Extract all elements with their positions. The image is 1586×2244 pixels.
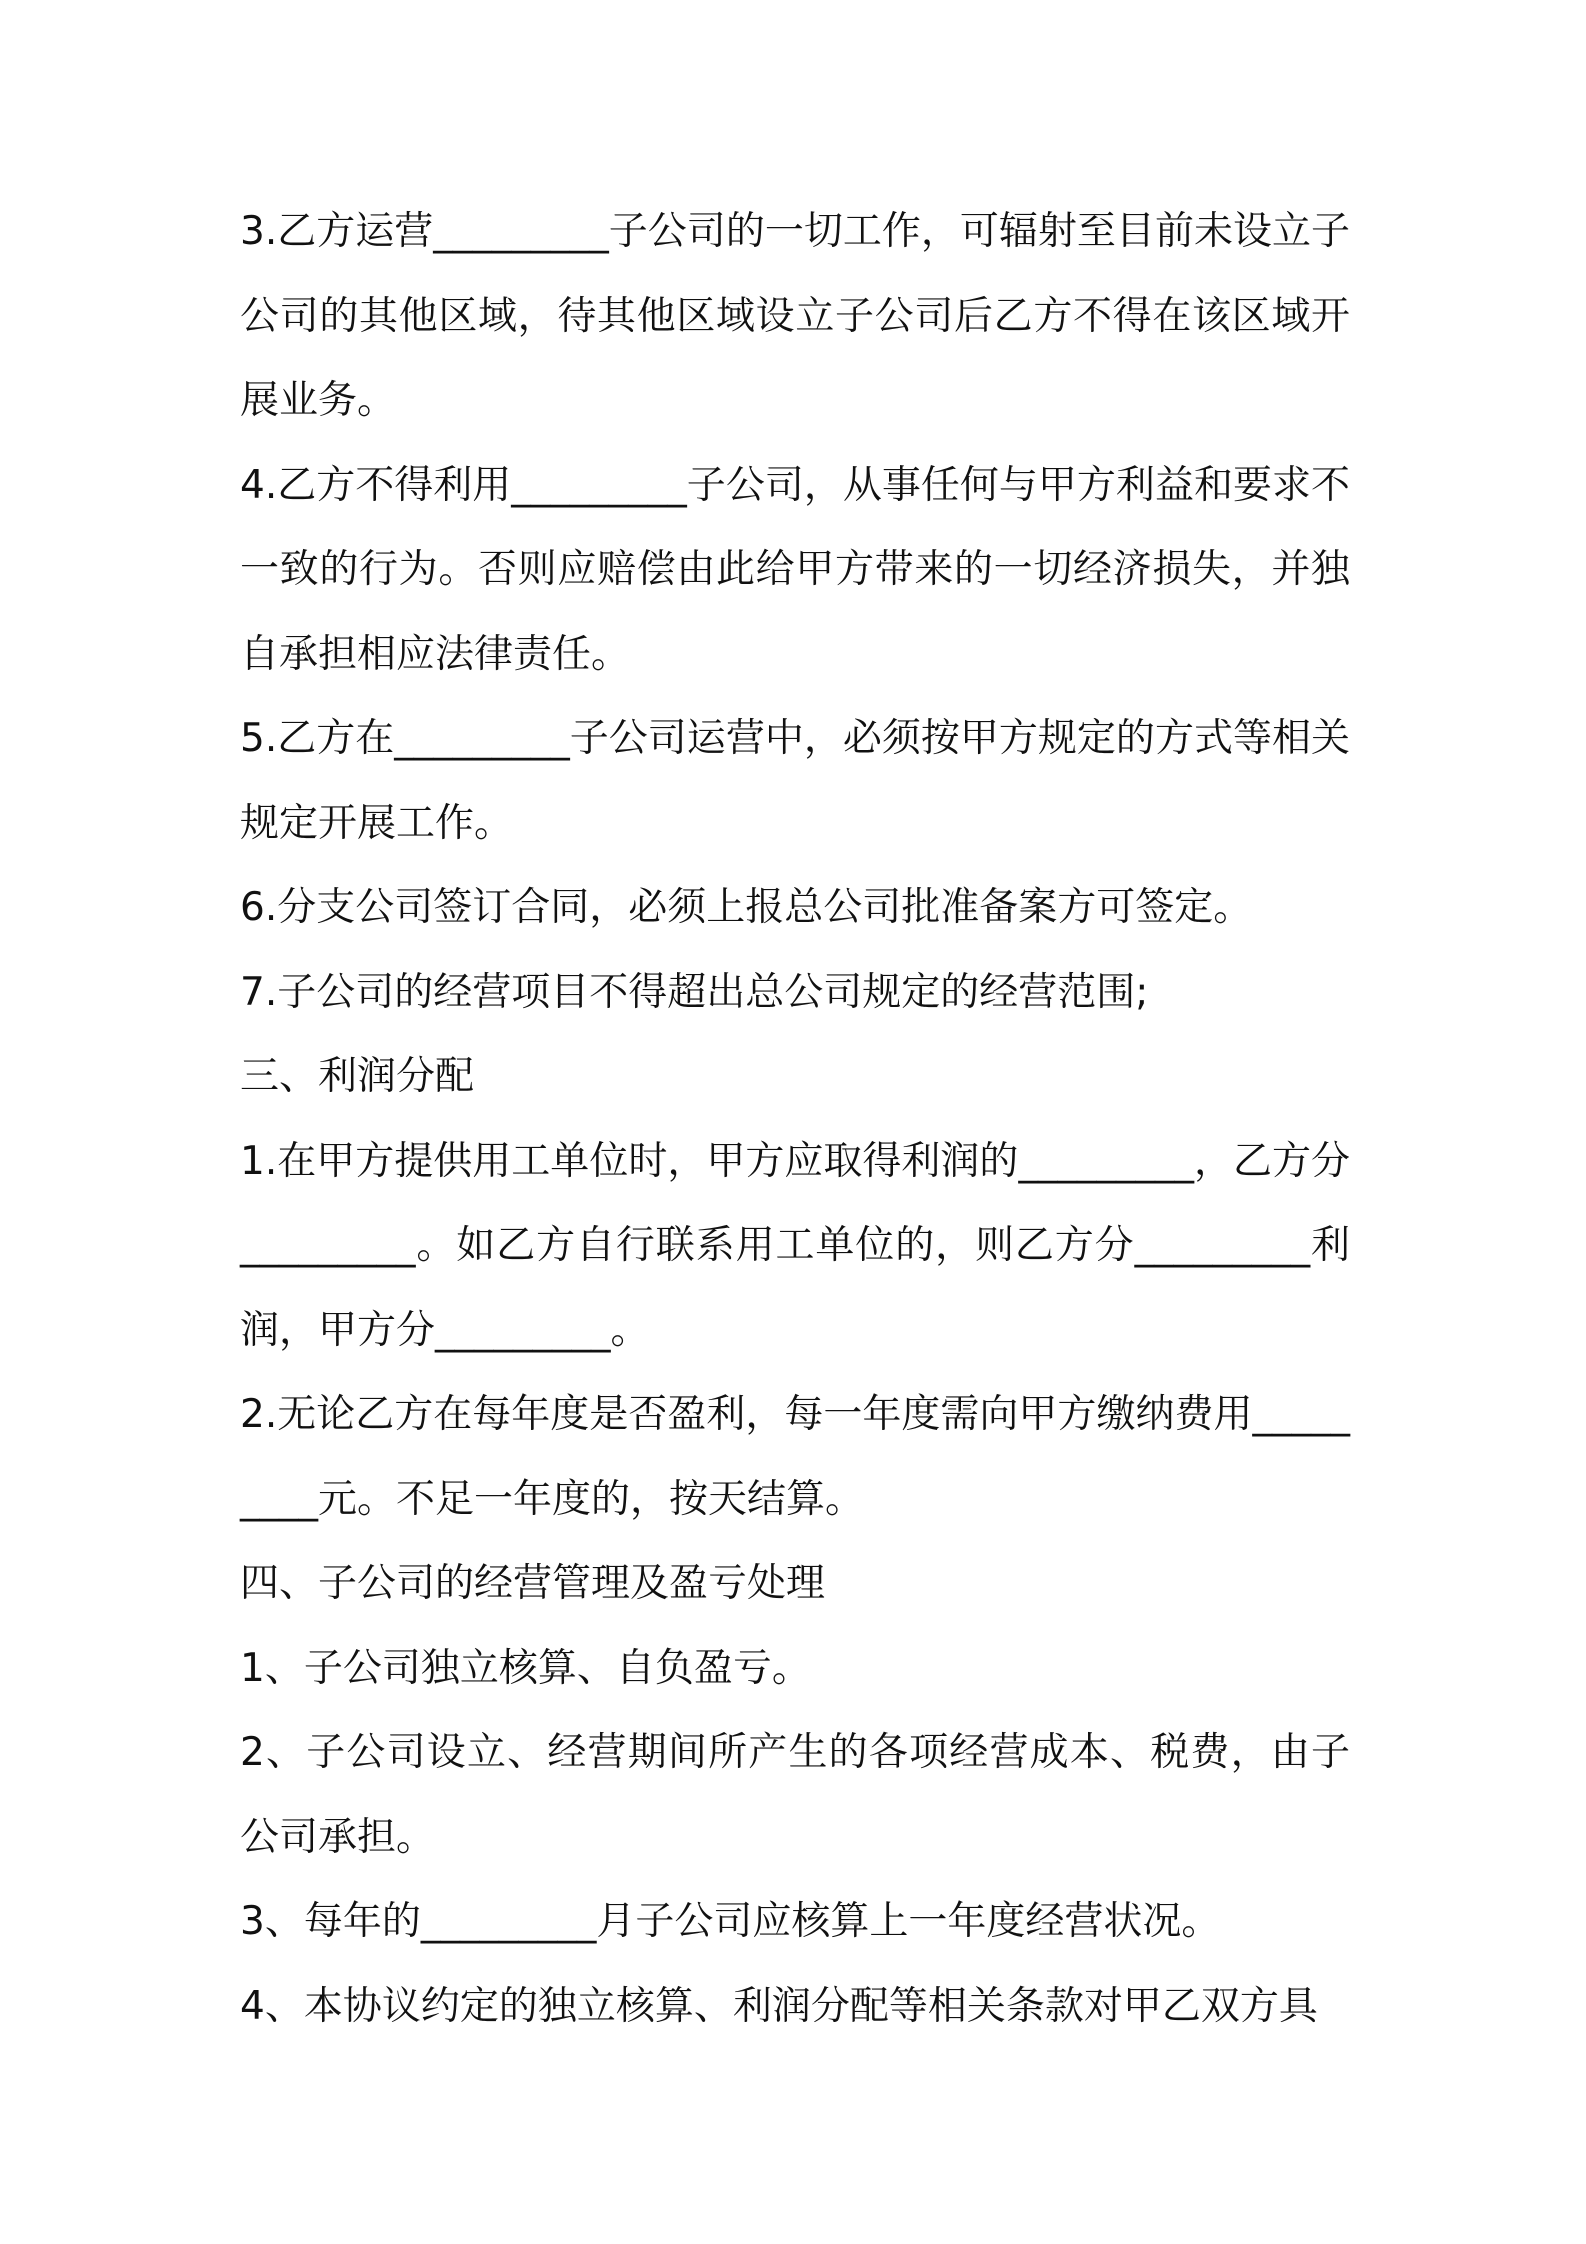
clause-4-2: 2、子公司设立、经营期间所产生的各项经营成本、税费，由子公司承担。 (240, 1730, 1350, 1860)
clause-2-7: 7.子公司的经营项目不得超出总公司规定的经营范围; (240, 969, 1149, 1015)
section-heading-management: 四、子公司的经营管理及盈亏处理 (240, 1561, 826, 1606)
clause-4-4: 4、本协议约定的独立核算、利润分配等相关条款对甲乙双方具 (240, 1983, 1318, 2029)
clause-2-5: 5.乙方在_________子公司运营中，必须按甲方规定的方式等相关规定开展工作。 (240, 716, 1350, 846)
clause-4-1: 1、子公司独立核算、自负盈亏。 (240, 1645, 811, 1691)
section-heading-profit: 三、利润分配 (240, 1054, 475, 1099)
clause-3-1: 1.在甲方提供用工单位时，甲方应取得利润的_________，乙方分_________。如乙方自行联系用工单位的，则乙方分_________利润，甲方分_________。 (240, 1138, 1350, 1353)
clause-2-4: 4.乙方不得利用_________子公司，从事任何与甲方利益和要求不一致的行为。否则应赔偿由此给甲方带来的一切经济损失，并独自承担相应法律责任。 (240, 462, 1350, 677)
clause-3-2: 2.无论乙方在每年度是否盈利，每一年度需向甲方缴纳费用_________元。不足一年度的，按天结算。 (240, 1392, 1350, 1522)
clause-2-6: 6.分支公司签订合同，必须上报总公司批准备案方可签定。 (240, 885, 1253, 930)
clause-4-3: 3、每年的_________月子公司应核算上一年度经营状况。 (240, 1899, 1221, 1944)
document-body (240, 190, 1350, 2049)
clause-2-3: 3.乙方运营_________子公司的一切工作，可辐射至目前未设立子公司的其他区域，待其他区域设立子公司后乙方不得在该区域开展业务。 (240, 209, 1350, 423)
